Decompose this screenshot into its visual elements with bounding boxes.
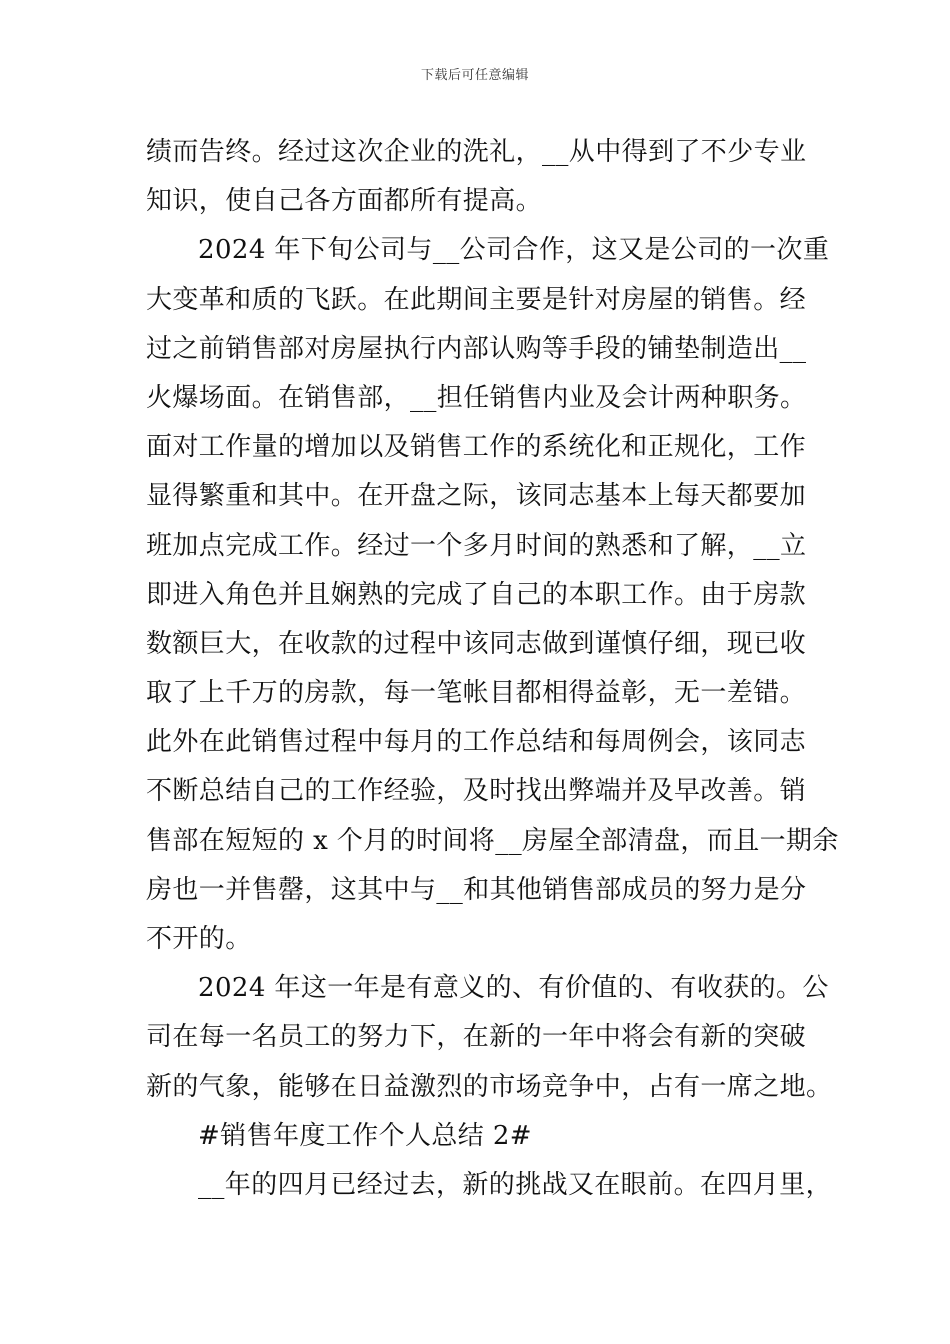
text-line: 2024 年这一年是有意义的、有价值的、有收获的。公 bbox=[198, 973, 829, 1004]
text-line: 司在每一名员工的努力下，在新的一年中将会有新的突破 bbox=[146, 1022, 807, 1053]
text-line: 显得繁重和其中。在开盘之际，该同志基本上每天都要加 bbox=[146, 481, 807, 512]
text-line: 此外在此销售过程中每月的工作总结和每周例会，该同志 bbox=[146, 727, 807, 758]
text-line: 面对工作量的增加以及销售工作的系统化和正规化，工作 bbox=[146, 432, 807, 463]
text-line: __年的四月已经过去，新的挑战又在眼前。在四月里， bbox=[198, 1169, 833, 1200]
text-line: 售部在短短的 x 个月的时间将__房屋全部清盘，而且一期余 bbox=[146, 825, 839, 856]
text-line: 取了上千万的房款，每一笔帐目都相得益彰，无一差错。 bbox=[146, 678, 807, 709]
text-line: 不断总结自己的工作经验，及时找出弊端并及早改善。销 bbox=[146, 776, 807, 807]
text-line: 即进入角色并且娴熟的完成了自己的本职工作。由于房款 bbox=[146, 579, 807, 610]
text-line: 2024 年下旬公司与__公司合作，这又是公司的一次重 bbox=[198, 235, 830, 266]
text-line: 班加点完成工作。经过一个多月时间的熟悉和了解，__立 bbox=[146, 530, 807, 561]
text-line: 数额巨大，在收款的过程中该同志做到谨慎仔细，现已收 bbox=[146, 628, 807, 659]
text-line: 新的气象，能够在日益激烈的市场竞争中，占有一席之地。 bbox=[146, 1071, 833, 1102]
document-body bbox=[146, 128, 839, 1210]
text-line: 火爆场面。在销售部，__担任销售内业及会计两种职务。 bbox=[146, 382, 807, 413]
text-line: 大变革和质的飞跃。在此期间主要是针对房屋的销售。经 bbox=[146, 284, 807, 315]
text-line: 知识，使自己各方面都所有提高。 bbox=[146, 186, 543, 217]
text-line: #销售年度工作个人总结 2# bbox=[198, 1120, 532, 1151]
text-line: 房也一并售罄，这其中与__和其他销售部成员的努力是分 bbox=[146, 874, 807, 905]
text-line: 绩而告终。经过这次企业的洗礼，__从中得到了不少专业 bbox=[146, 137, 807, 167]
page-header: 下载后可任意编辑 bbox=[420, 68, 529, 83]
text-line: 不开的。 bbox=[146, 924, 252, 954]
text-line: 过之前销售部对房屋执行内部认购等手段的铺垫制造出__ bbox=[146, 333, 807, 364]
